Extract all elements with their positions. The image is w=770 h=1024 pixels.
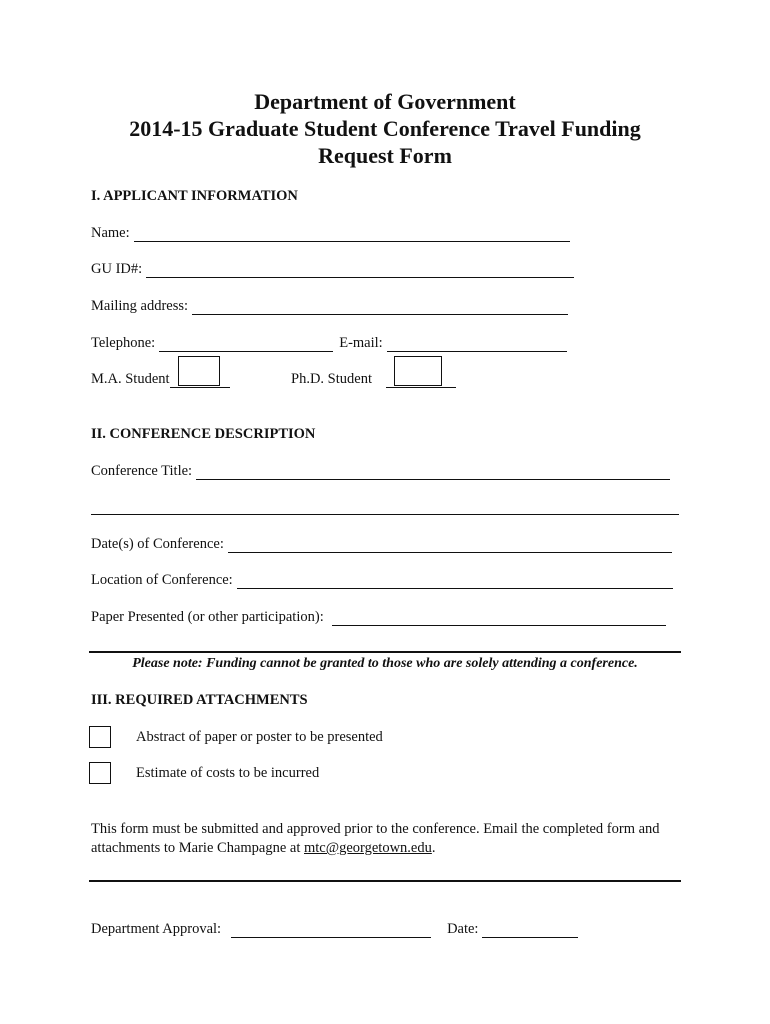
conf-title-field[interactable] <box>196 464 670 480</box>
conf-title-label: Conference Title: <box>91 463 193 479</box>
mailing-label: Mailing address: <box>91 298 189 314</box>
title-department: Department of Government <box>254 89 516 114</box>
submission-text: This form must be submitted and approved prior to the conference. Email the completed form and attachments to Marie Champagne at <box>91 821 660 856</box>
abstract-checkbox[interactable] <box>89 726 111 748</box>
contact-email-link[interactable]: mtc@georgetown.edu <box>304 840 432 856</box>
abstract-item <box>136 729 383 746</box>
conf-title-continuation-field[interactable] <box>91 499 679 515</box>
approval-divider <box>89 880 681 882</box>
dept-approval-label: Department Approval: <box>91 921 222 937</box>
guid-field[interactable] <box>146 262 574 278</box>
dates-label: Date(s) of Conference: <box>91 536 224 552</box>
section-conference-heading: II. CONFERENCE DESCRIPTION <box>91 426 316 442</box>
telephone-field[interactable] <box>159 336 333 352</box>
mailing-row <box>91 298 568 315</box>
note-divider <box>89 651 681 653</box>
approval-date-label: Date: <box>447 921 479 937</box>
paper-field[interactable] <box>332 610 666 626</box>
telephone-label: Telephone: <box>91 335 156 351</box>
location-field[interactable] <box>237 573 673 589</box>
cost-estimate-label: Estimate of costs to be incurred <box>136 765 320 781</box>
email-field[interactable] <box>387 336 567 352</box>
conf-title-row <box>91 463 670 480</box>
phd-student-label: Ph.D. Student <box>291 371 372 387</box>
approval-date-field[interactable] <box>482 922 578 938</box>
section-applicant-heading: I. APPLICANT INFORMATION <box>91 188 298 204</box>
paper-row <box>91 609 666 626</box>
guid-label: GU ID#: <box>91 261 143 277</box>
title-program: 2014-15 Graduate Student Conference Travel Funding <box>129 116 641 141</box>
abstract-label: Abstract of paper or poster to be presented <box>136 729 383 745</box>
dates-row <box>91 536 672 553</box>
name-label: Name: <box>91 225 130 241</box>
dates-field[interactable] <box>228 537 672 553</box>
form-title <box>0 88 770 169</box>
location-label: Location of Conference: <box>91 572 233 588</box>
location-row <box>91 572 673 589</box>
mailing-field[interactable] <box>192 299 568 315</box>
title-form-name: Request Form <box>318 143 452 168</box>
section-attachments-heading: III. REQUIRED ATTACHMENTS <box>91 692 308 708</box>
funding-note: Please note: Funding cannot be granted to those who are solely attending a conference. <box>132 656 638 671</box>
cost-estimate-checkbox[interactable] <box>89 762 111 784</box>
ma-student-label: M.A. Student <box>91 371 170 387</box>
guid-row <box>91 261 574 278</box>
name-field[interactable] <box>134 226 570 242</box>
name-row <box>91 225 570 242</box>
email-label: E-mail: <box>339 335 383 351</box>
dept-approval-field[interactable] <box>231 922 431 938</box>
submission-instructions <box>91 820 681 858</box>
contact-row <box>91 335 567 352</box>
submission-period: . <box>431 840 436 856</box>
phd-student-checkbox[interactable] <box>394 356 442 386</box>
approval-row <box>91 921 578 938</box>
cost-estimate-item <box>136 765 319 782</box>
ma-student-checkbox[interactable] <box>178 356 220 386</box>
paper-label: Paper Presented (or other participation): <box>91 609 324 625</box>
